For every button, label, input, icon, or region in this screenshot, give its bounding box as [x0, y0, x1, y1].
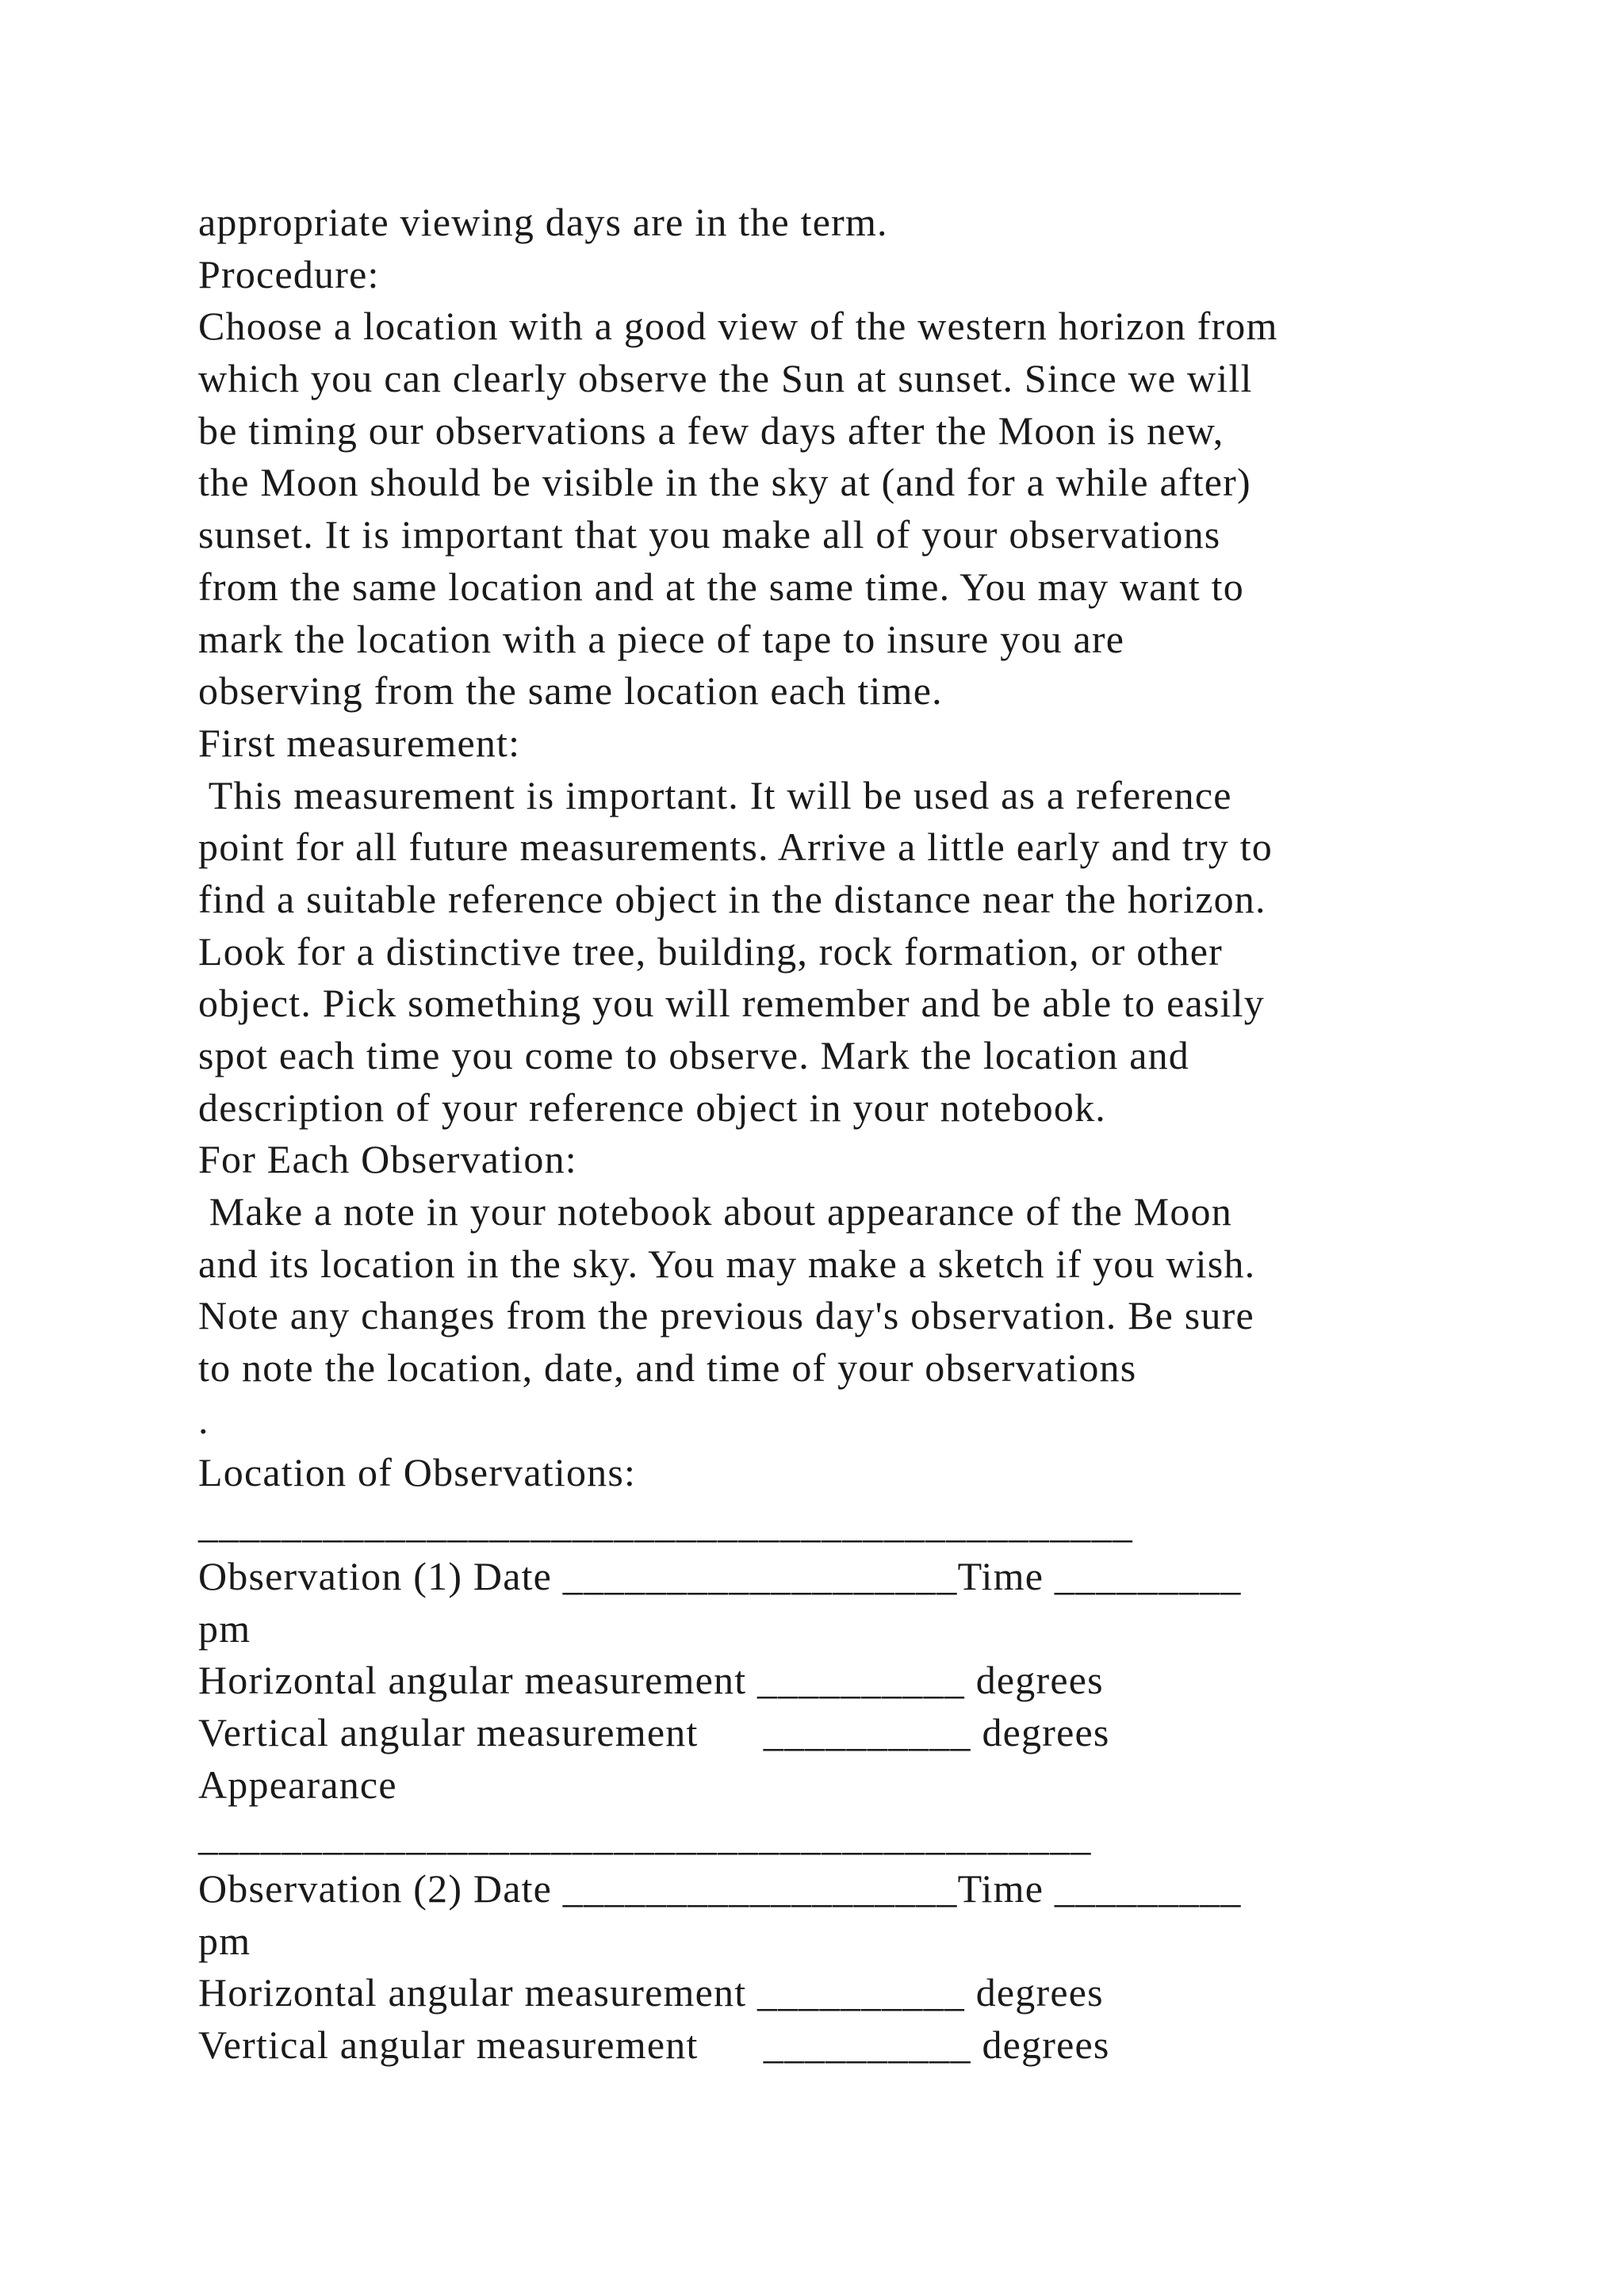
observation-1-horizontal: Horizontal angular measurement __________ degrees [198, 1658, 1104, 1703]
section-heading-first-measurement: First measurement: [198, 720, 521, 765]
location-label: Location of Observations: [198, 1449, 637, 1494]
text-line: and its location in the sky. You may make a sketch if you wish. [198, 1241, 1256, 1286]
section-heading-each-observation: For Each Observation: [198, 1137, 577, 1182]
observation-2-vertical: Vertical angular measurement __________ degrees [198, 2022, 1110, 2068]
document-body [198, 197, 1530, 2072]
text-line: the Moon should be visible in the sky at (and for a while after) [198, 460, 1251, 505]
text-line: to note the location, date, and time of your observations [198, 1345, 1137, 1391]
text-line: . [198, 1397, 209, 1442]
observation-2-date-time: Observation (2) Date ___________________Time _________ [198, 1866, 1242, 1911]
observation-1-pm: pm [198, 1605, 251, 1651]
text-line: which you can clearly observe the Sun at sunset. Since we will [198, 356, 1253, 401]
observation-1-appearance-blank: ___________________________________________ [198, 1814, 1092, 1859]
text-line: Make a note in your notebook about appearance of the Moon [198, 1189, 1232, 1234]
text-line: be timing our observations a few days after the Moon is new, [198, 408, 1224, 453]
text-line: Choose a location with a good view of the western horizon from [198, 304, 1278, 349]
text-line: from the same location and at the same time. You may want to [198, 564, 1244, 609]
text-line: sunset. It is important that you make all of your observations [198, 512, 1221, 557]
observation-1-date-time: Observation (1) Date ___________________Time _________ [198, 1553, 1242, 1598]
text-line: object. Pick something you will remember and be able to easily [198, 981, 1265, 1026]
observation-2-pm: pm [198, 1918, 251, 1963]
text-line: point for all future measurements. Arrive a little early and try to [198, 825, 1273, 870]
text-line: observing from the same location each time. [198, 668, 943, 714]
location-blank-line: _____________________________________________ [198, 1502, 1133, 1547]
observation-1-vertical: Vertical angular measurement __________ degrees [198, 1709, 1110, 1755]
text-line: description of your reference object in your notebook. [198, 1085, 1106, 1130]
text-line: mark the location with a piece of tape to insure you are [198, 616, 1125, 661]
observation-1-appearance-label: Appearance [198, 1762, 397, 1807]
section-heading-procedure: Procedure: [198, 251, 380, 297]
text-line: Look for a distinctive tree, building, rock formation, or other [198, 928, 1223, 974]
text-line: find a suitable reference object in the distance near the horizon. [198, 876, 1266, 921]
observation-2-horizontal: Horizontal angular measurement __________ degrees [198, 1970, 1104, 2015]
text-line: This measurement is important. It will be used as a reference [198, 772, 1232, 817]
text-line: spot each time you come to observe. Mark the location and [198, 1033, 1189, 1077]
text-line: appropriate viewing days are in the term. [198, 200, 888, 244]
text-line: Note any changes from the previous day's observation. Be sure [198, 1293, 1254, 1338]
